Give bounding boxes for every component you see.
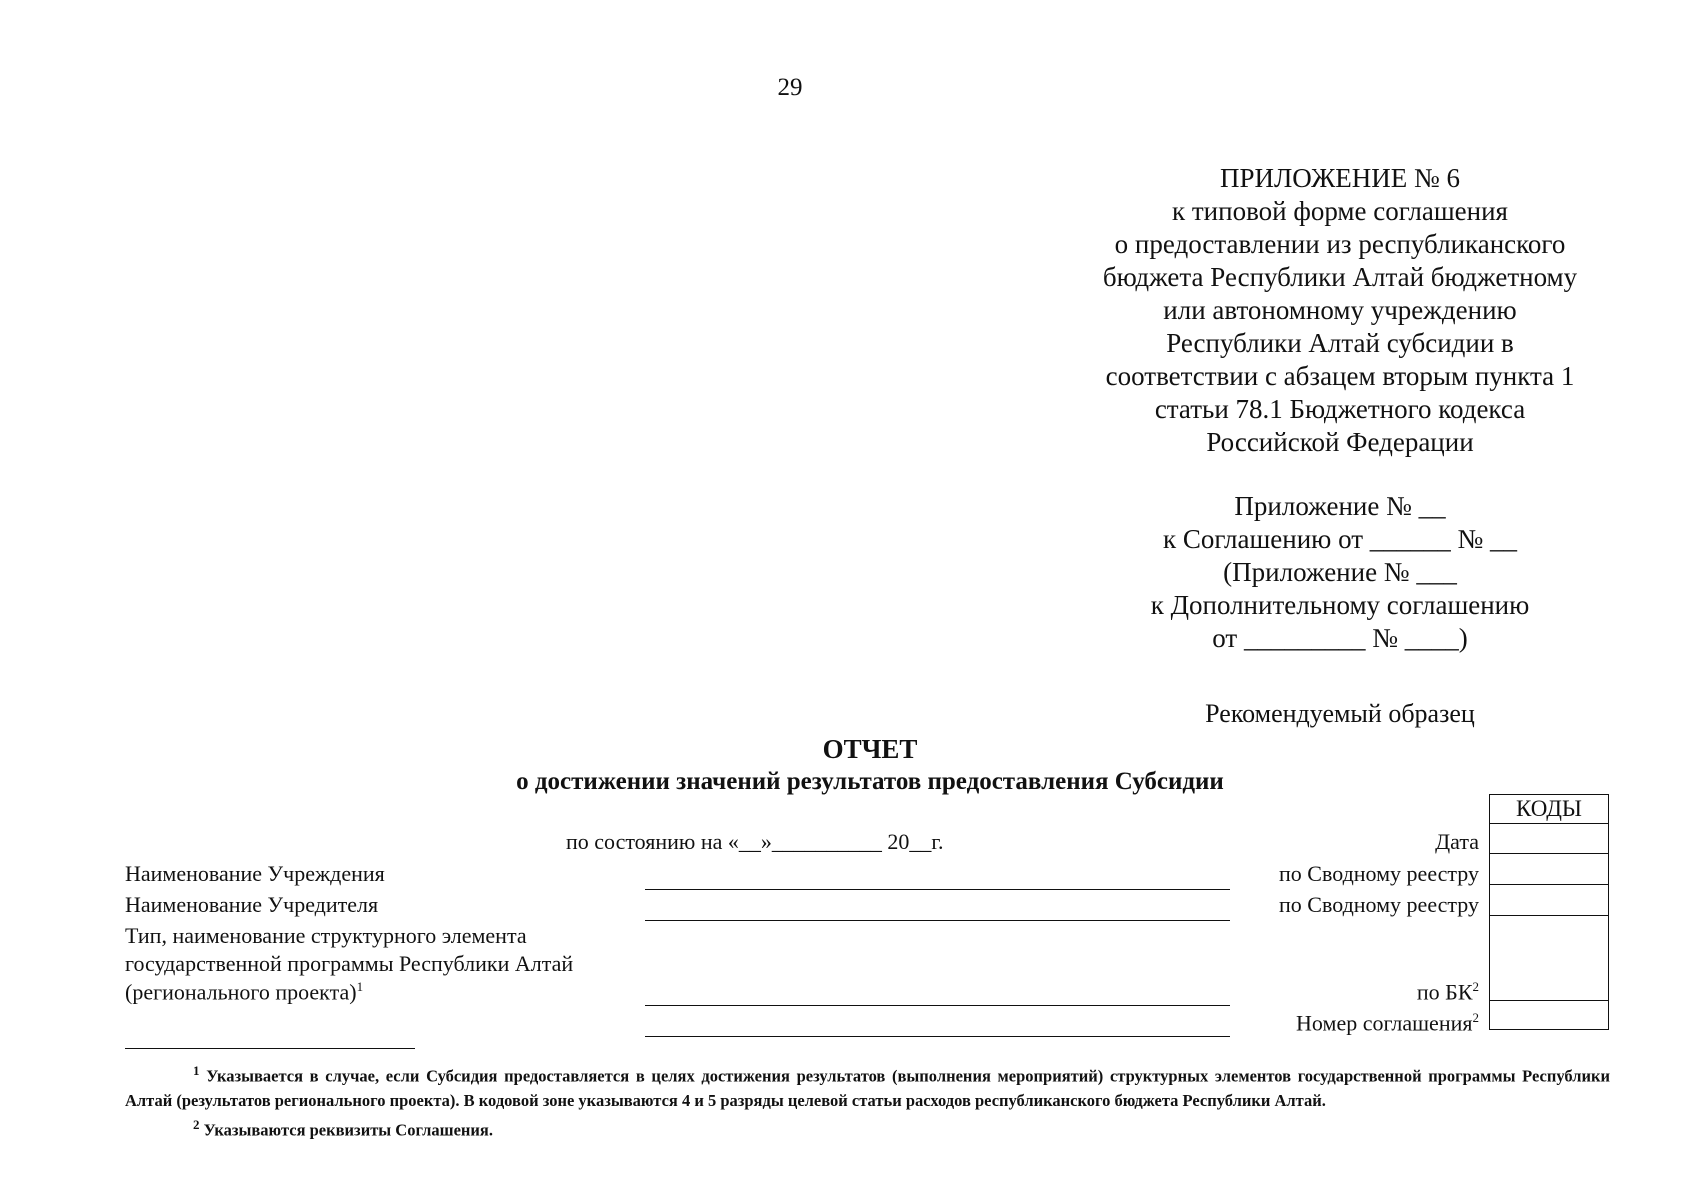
annex-line: или автономному учреждению xyxy=(1163,295,1517,325)
page-number: 29 xyxy=(777,74,803,101)
codes-header: КОДЫ xyxy=(1490,795,1609,824)
annex-line: к типовой форме соглашения xyxy=(1172,196,1508,226)
footnote-1 xyxy=(125,1059,1610,1113)
date-label: Дата xyxy=(1435,829,1479,854)
program-label-line3 xyxy=(125,979,363,1005)
footnote-mark: 2 xyxy=(193,1116,200,1132)
registry-label-1: по Сводному реестру xyxy=(1279,861,1479,886)
annex-line: ПРИЛОЖЕНИЕ № 6 xyxy=(1219,163,1461,193)
report-title: ОТЧЕТ xyxy=(822,734,918,764)
recommended-sample: Рекомендуемый образец xyxy=(1205,699,1475,728)
agreement-number-label xyxy=(1099,1010,1479,1036)
founder-field-line[interactable] xyxy=(645,920,1230,921)
code-cell-date[interactable] xyxy=(1490,824,1609,854)
code-cell-registry-2[interactable] xyxy=(1490,885,1609,916)
program-label-line1: Тип, наименование структурного элемента xyxy=(125,923,527,948)
founder-label: Наименование Учредителя xyxy=(125,892,379,917)
bk-label-text: по БК xyxy=(1416,979,1473,1005)
annex-line: соответствии с абзацем вторым пункта 1 xyxy=(1105,361,1575,391)
annex-line: бюджета Республики Алтай бюджетному xyxy=(1102,262,1578,292)
footnote-ref: 2 xyxy=(1472,1010,1479,1025)
agreement-number-text: Номер соглашения xyxy=(1296,1010,1473,1036)
footnote-ref: 1 xyxy=(356,979,364,994)
program-label-line2: государственной программы Республики Алтай xyxy=(125,951,574,976)
agreement-annex-line: Приложение № __ xyxy=(1234,491,1446,521)
agreement-annex xyxy=(1080,490,1600,655)
annex-line: о предоставлении из республиканского xyxy=(1114,229,1566,259)
report-subtitle: о достижении значений результатов предоставления Субсидии xyxy=(516,768,1224,795)
footnote-2 xyxy=(125,1113,1610,1143)
registry-label-2: по Сводному реестру xyxy=(1279,892,1479,917)
code-cell-bk[interactable] xyxy=(1490,916,1609,1001)
agreement-annex-line: к Соглашению от ______ № __ xyxy=(1162,524,1518,554)
agreement-annex-line: от _________ № ____) xyxy=(1212,623,1468,653)
bk-label xyxy=(1099,979,1479,1005)
codes-table xyxy=(1489,794,1609,1030)
footnote-ref: 2 xyxy=(1472,979,1479,994)
agreement-annex-line: (Приложение № ___ xyxy=(1223,557,1457,587)
footnote-2-text: Указываются реквизиты Соглашения. xyxy=(203,1120,493,1139)
footnotes xyxy=(125,1059,1610,1142)
as-of-date: по состоянию на «__»__________ 20__г. xyxy=(566,829,944,854)
annex-line: статьи 78.1 Бюджетного кодекса xyxy=(1154,394,1526,424)
code-cell-registry-1[interactable] xyxy=(1490,854,1609,885)
program-label-text: (регионального проекта) xyxy=(125,979,357,1005)
footnote-divider xyxy=(125,1048,415,1049)
agreement-annex-line: к Дополнительному соглашению xyxy=(1150,590,1530,620)
code-cell-agreement[interactable] xyxy=(1490,1001,1609,1030)
annex-line: Российской Федерации xyxy=(1206,427,1474,457)
institution-label: Наименование Учреждения xyxy=(125,861,385,886)
footnote-mark: 1 xyxy=(193,1063,200,1078)
annex-line: Республики Алтай субсидии в xyxy=(1166,328,1514,358)
footnote-1-text: Указывается в случае, если Субсидия предоставляется в целях достижения результатов (выполнения мероприятий) структурных элементов государственной программы Республики Алтай (результатов регионального проекта). В кодовой зоне указываются 4 и 5 разряды целевой статьи расходов республиканского бюджета Республики Алтай. xyxy=(125,1066,1611,1110)
annex-header xyxy=(1080,162,1600,459)
institution-field-line[interactable] xyxy=(645,889,1230,890)
